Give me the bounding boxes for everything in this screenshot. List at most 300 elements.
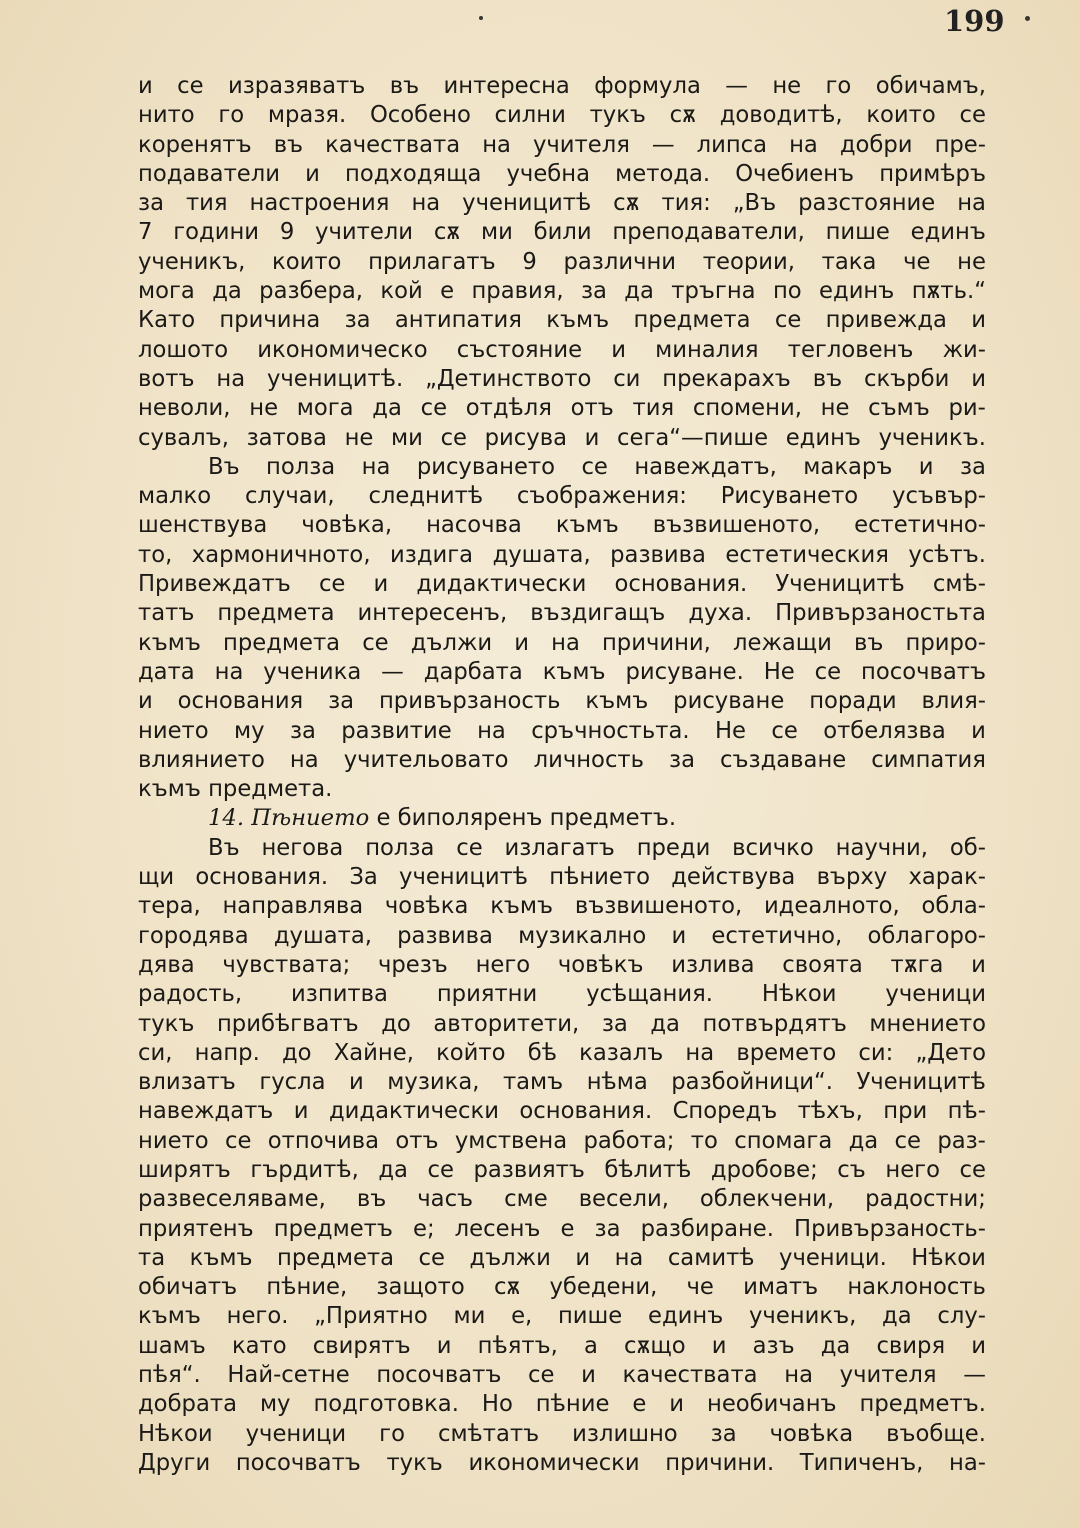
text-line	[138, 717, 986, 746]
word: хармоничното,	[191, 541, 371, 568]
word: посочватъ	[235, 1449, 361, 1476]
word: се	[959, 1156, 986, 1183]
text-line	[138, 541, 986, 570]
word: а	[583, 1332, 598, 1359]
word: Особено	[369, 102, 471, 129]
word: и	[581, 1362, 596, 1389]
word: мразя.	[267, 102, 347, 129]
word: въ	[854, 629, 884, 656]
word: и	[293, 1098, 309, 1125]
page-number: 199	[944, 4, 1005, 38]
word: въобще.	[886, 1420, 986, 1447]
text-line	[138, 336, 986, 365]
word: „Детинството	[425, 365, 592, 392]
word: развитие	[341, 717, 452, 744]
word: направлява	[222, 893, 364, 920]
word: развива	[610, 541, 706, 568]
word: ученикъ,	[749, 1303, 857, 1330]
body-text	[138, 72, 986, 1478]
word: да	[624, 278, 654, 305]
word: вотъ	[138, 365, 195, 392]
text-line	[138, 482, 986, 511]
text-line	[138, 248, 986, 277]
text-line	[138, 1010, 986, 1039]
word: за	[344, 307, 371, 334]
word: бѣлитѣ	[604, 1156, 692, 1183]
word: разбойници“.	[671, 1069, 833, 1096]
word: спомени,	[692, 395, 802, 422]
word: дарбата	[423, 658, 523, 685]
word: пѣя“.	[138, 1362, 201, 1389]
word: „Приятно	[314, 1303, 428, 1330]
word: и	[971, 307, 986, 334]
word: качествата	[325, 131, 461, 158]
word: него.	[226, 1303, 289, 1330]
word: подходяща	[345, 160, 482, 187]
word: му	[259, 1391, 291, 1418]
word: мога	[296, 395, 354, 422]
word: причина	[219, 307, 321, 334]
word: въ	[356, 1186, 387, 1213]
word: къмъ	[542, 658, 606, 685]
text-line	[138, 658, 986, 687]
word: предмета	[217, 600, 335, 627]
word: обичатъ	[138, 1274, 238, 1301]
word: е,	[511, 1303, 533, 1330]
word: Привързаностьта	[775, 600, 986, 627]
word: се	[440, 424, 467, 451]
word: и	[711, 1332, 727, 1359]
word: симпатия	[871, 746, 986, 773]
word: и	[138, 73, 153, 99]
word: поради	[809, 688, 897, 715]
word: за	[710, 1420, 737, 1447]
word: развиятъ	[473, 1156, 585, 1183]
word: тукъ	[386, 1449, 443, 1476]
word: обичамъ,	[875, 73, 986, 99]
word: се	[528, 1362, 555, 1389]
word: чувствата;	[222, 951, 351, 978]
word: години	[173, 219, 260, 246]
word: да	[372, 395, 402, 422]
section-heading: 14. Пѣнието	[208, 805, 370, 832]
word: нито	[138, 102, 195, 129]
word: къмъ	[490, 893, 554, 920]
word: напр.	[194, 1039, 260, 1066]
word: се	[420, 395, 448, 422]
word: сме	[504, 1186, 548, 1213]
text-line	[138, 101, 986, 130]
word: формула	[594, 73, 701, 99]
word: обла-	[921, 893, 986, 920]
word: на	[216, 365, 246, 392]
print-speck	[479, 16, 483, 20]
word: усѣтъ.	[908, 541, 986, 568]
word: гърдитѣ,	[250, 1156, 359, 1183]
word: дата	[138, 658, 195, 685]
word: се	[771, 717, 798, 744]
word: ученици.	[779, 1244, 887, 1271]
word: негова	[261, 834, 344, 861]
word: да	[212, 278, 242, 305]
word: умствена	[454, 1127, 568, 1154]
word: казалъ	[579, 1039, 664, 1066]
word: приро-	[905, 629, 986, 656]
text-line	[138, 1302, 986, 1331]
word: тукъ	[138, 1010, 195, 1037]
word: и	[305, 160, 320, 187]
word: убедени,	[549, 1274, 658, 1301]
word: Но	[481, 1391, 513, 1418]
word: въ	[812, 365, 843, 392]
word: облекчени,	[699, 1186, 835, 1213]
word: —	[651, 131, 675, 158]
word: харак-	[908, 864, 986, 891]
word: да	[650, 1010, 680, 1037]
word: ми	[453, 1303, 486, 1330]
word: и	[971, 717, 986, 744]
word: на	[411, 190, 441, 217]
word: да	[378, 1156, 408, 1183]
word: макаръ	[803, 453, 893, 480]
text-line	[138, 1390, 986, 1419]
word: пише	[557, 1303, 623, 1330]
word: бѣ	[527, 1039, 557, 1066]
word: времето	[736, 1039, 837, 1066]
word: За	[349, 864, 378, 891]
word: тера,	[138, 893, 201, 920]
line-text: е биполяренъ предметъ.	[369, 805, 677, 832]
word: на-	[949, 1449, 986, 1476]
word: и	[669, 1391, 685, 1418]
word: ученицитѣ	[399, 864, 529, 891]
word: смѣтатъ	[437, 1420, 540, 1447]
word: тия	[185, 190, 228, 217]
text-line	[138, 277, 986, 306]
word: Ученицитѣ	[775, 571, 905, 598]
word: усъвър-	[892, 483, 986, 510]
word: който	[436, 1039, 506, 1066]
word: радостни;	[865, 1186, 986, 1213]
word: основания.	[519, 1098, 653, 1125]
word: е	[440, 278, 455, 305]
word: Нѣкои	[911, 1244, 986, 1271]
word: рисуването	[416, 453, 556, 480]
word: действува	[671, 864, 796, 891]
word: сѫ	[493, 1274, 521, 1301]
word: до	[281, 1039, 312, 1066]
word: учителя	[839, 1362, 937, 1389]
word: примѣръ	[879, 160, 986, 187]
word: икономически	[468, 1449, 640, 1476]
word: —	[381, 658, 404, 685]
word: преди	[636, 834, 711, 861]
word: и	[575, 1244, 591, 1271]
text-line	[138, 804, 986, 833]
word: предмета	[276, 1244, 395, 1271]
word: тия:	[661, 190, 711, 217]
word: единъ	[648, 1303, 724, 1330]
word: и	[514, 629, 529, 656]
word: състояние	[456, 336, 583, 363]
word: случаи,	[244, 483, 335, 510]
word: развива	[397, 922, 493, 949]
word: тѣхъ,	[797, 1098, 863, 1125]
word: свирятъ	[312, 1332, 411, 1359]
word: при	[883, 1098, 928, 1125]
word: авторитети,	[433, 1010, 580, 1037]
word: ученика	[263, 658, 362, 685]
word: влиянието	[138, 746, 265, 773]
word: тукъ	[589, 102, 646, 129]
word: весели,	[578, 1186, 669, 1213]
word: на	[685, 1039, 715, 1066]
word: Привеждатъ	[138, 571, 291, 598]
word: подготовка.	[313, 1391, 459, 1418]
word: единъ	[819, 278, 895, 305]
word: и	[138, 688, 153, 715]
word: музикално	[518, 922, 647, 949]
word: следнитѣ	[368, 483, 484, 510]
word: душата,	[492, 541, 591, 568]
word: тръгна	[671, 278, 756, 305]
word: и	[971, 951, 986, 978]
word: добрата	[138, 1391, 237, 1418]
word: 9	[279, 219, 295, 246]
word: —	[725, 73, 748, 99]
text-line	[138, 189, 986, 218]
word: ученицитѣ	[462, 190, 592, 217]
word: и	[918, 453, 934, 480]
word: така	[821, 248, 877, 275]
word: необичанъ	[707, 1391, 837, 1418]
word: човѣка	[769, 1420, 854, 1447]
word: 7	[138, 219, 153, 246]
word: ученикъ.	[878, 424, 986, 451]
word: Не	[714, 717, 747, 744]
word: тѫга	[890, 951, 944, 978]
word: и	[971, 1332, 986, 1359]
word: не	[772, 73, 802, 99]
word: се	[774, 307, 802, 334]
word: привежда	[825, 307, 947, 334]
word: на	[477, 717, 506, 744]
word: го	[379, 1420, 405, 1447]
text-line	[138, 599, 986, 628]
word: доводитѣ,	[719, 102, 843, 129]
word: навеждатъ	[138, 1098, 274, 1125]
word: отъ	[395, 1127, 439, 1154]
word: къмъ	[138, 1303, 201, 1330]
word: неволи,	[138, 395, 231, 422]
word: Други	[138, 1449, 211, 1476]
word: лежащи	[733, 629, 832, 656]
word: дидактически	[328, 1098, 499, 1125]
word: възвишеното,	[652, 512, 821, 539]
word: за	[959, 453, 986, 480]
word: учителя	[532, 131, 630, 158]
word: учительовато	[343, 746, 509, 773]
word: кой	[380, 278, 423, 305]
word: миналия	[655, 336, 759, 363]
word: Типиченъ,	[799, 1449, 924, 1476]
word: не	[249, 395, 279, 422]
word: е	[560, 1215, 575, 1242]
text-line	[138, 306, 986, 335]
word: които	[272, 248, 342, 275]
word: интересна	[443, 73, 570, 99]
word: Рисуването	[720, 483, 859, 510]
word: пре-	[934, 131, 986, 158]
word: не	[820, 395, 850, 422]
word: съ	[837, 1156, 866, 1183]
word: раз-	[937, 1127, 986, 1154]
word: Споредъ	[672, 1098, 778, 1125]
word: качествата	[622, 1362, 758, 1389]
text-line	[138, 453, 986, 482]
word: да	[882, 1303, 912, 1330]
word: нието	[138, 717, 209, 744]
word: насочва	[426, 512, 522, 539]
word: музика,	[387, 1069, 480, 1096]
word: липса	[696, 131, 768, 158]
text-line	[138, 131, 986, 160]
word: прекарахъ	[662, 365, 791, 392]
word: тегловенъ	[787, 336, 914, 363]
word: основания.	[614, 571, 748, 598]
word: правия,	[471, 278, 564, 305]
word: че	[686, 1274, 714, 1301]
word: Като	[138, 307, 196, 334]
word: Въ	[208, 453, 240, 480]
word: естетично,	[711, 922, 843, 949]
word: излагатъ	[504, 834, 615, 861]
word: привързаность	[378, 688, 561, 715]
word: наклоность	[847, 1274, 986, 1301]
word: чрезъ	[377, 951, 448, 978]
word: ученикъ,	[138, 248, 246, 275]
print-speck	[1025, 16, 1030, 21]
word: преподаватели,	[612, 219, 805, 246]
text-line	[138, 570, 986, 599]
word: предмета	[633, 307, 751, 334]
word: Ученицитѣ	[856, 1069, 986, 1096]
word: се	[177, 73, 204, 99]
word: Хайне,	[333, 1039, 414, 1066]
text-line	[138, 922, 986, 951]
word: облагоро-	[867, 922, 986, 949]
word: за	[594, 1215, 621, 1242]
word: къмъ	[546, 307, 610, 334]
word: излишно	[572, 1420, 678, 1447]
word: ри-	[948, 395, 986, 422]
word: жи-	[942, 336, 986, 363]
word: различни	[563, 248, 677, 275]
text-line	[138, 218, 986, 247]
word: сѫ	[613, 190, 640, 217]
word: влия-	[921, 688, 986, 715]
word: сръчностьта.	[531, 717, 690, 744]
word: своята	[782, 951, 863, 978]
word: се	[814, 658, 842, 685]
word: се	[456, 834, 483, 861]
word: него	[475, 951, 531, 978]
text-line	[138, 687, 986, 716]
word: малко	[138, 483, 212, 510]
word: пѣ-	[947, 1098, 986, 1125]
word: сѫ	[669, 102, 697, 129]
word: предметъ.	[859, 1391, 986, 1418]
word: отдѣля	[465, 395, 552, 422]
word: излива	[671, 951, 755, 978]
word: та	[138, 1244, 166, 1271]
text-line	[138, 424, 986, 453]
word: сега“—пише	[617, 424, 769, 451]
word: които	[866, 102, 936, 129]
word: ми	[391, 424, 423, 451]
word: отъ	[570, 395, 614, 422]
word: об-	[949, 834, 986, 861]
word: приятни	[436, 981, 538, 1008]
text-line	[138, 160, 986, 189]
word: се	[894, 1127, 921, 1154]
word: единъ	[785, 424, 861, 451]
text-line	[138, 1127, 986, 1156]
word: къмъ	[189, 1244, 253, 1271]
word: въ	[389, 73, 420, 99]
word: пѫть.“	[911, 278, 986, 305]
word: разстояние	[798, 190, 936, 217]
word: се	[418, 1244, 445, 1271]
word: ученицитѣ.	[266, 365, 404, 392]
word: и	[373, 571, 389, 598]
word: интересенъ,	[357, 600, 508, 627]
word: въ	[273, 131, 304, 158]
word: —	[963, 1362, 986, 1389]
word: основания	[177, 688, 304, 715]
word: се	[581, 453, 608, 480]
word: за	[289, 717, 316, 744]
text-line	[138, 72, 986, 101]
word: и	[436, 1332, 452, 1359]
word: и	[611, 336, 626, 363]
word: 9	[522, 248, 537, 275]
word: не	[957, 248, 986, 275]
text-line	[138, 1449, 986, 1478]
word: ширятъ	[138, 1156, 231, 1183]
word: естетическия	[725, 541, 889, 568]
word: нието	[138, 1127, 209, 1154]
word: дължи	[410, 629, 493, 656]
text-line	[138, 1361, 986, 1390]
word: силни	[494, 102, 566, 129]
word: пѣние	[535, 1391, 610, 1418]
word: азъ	[752, 1332, 795, 1359]
word: часъ	[417, 1186, 474, 1213]
word: се	[427, 1156, 454, 1183]
word: то	[690, 1127, 718, 1154]
word: навеждатъ,	[634, 453, 777, 480]
word: шенствува	[138, 512, 268, 539]
word: прилагатъ	[368, 248, 496, 275]
word: за	[669, 746, 695, 773]
word: Привързаность-	[794, 1215, 986, 1242]
word: се	[224, 1127, 252, 1154]
word: единъ	[910, 219, 986, 246]
word: затова	[246, 424, 327, 451]
word: потвърдятъ	[702, 1010, 847, 1037]
word: се	[362, 629, 389, 656]
